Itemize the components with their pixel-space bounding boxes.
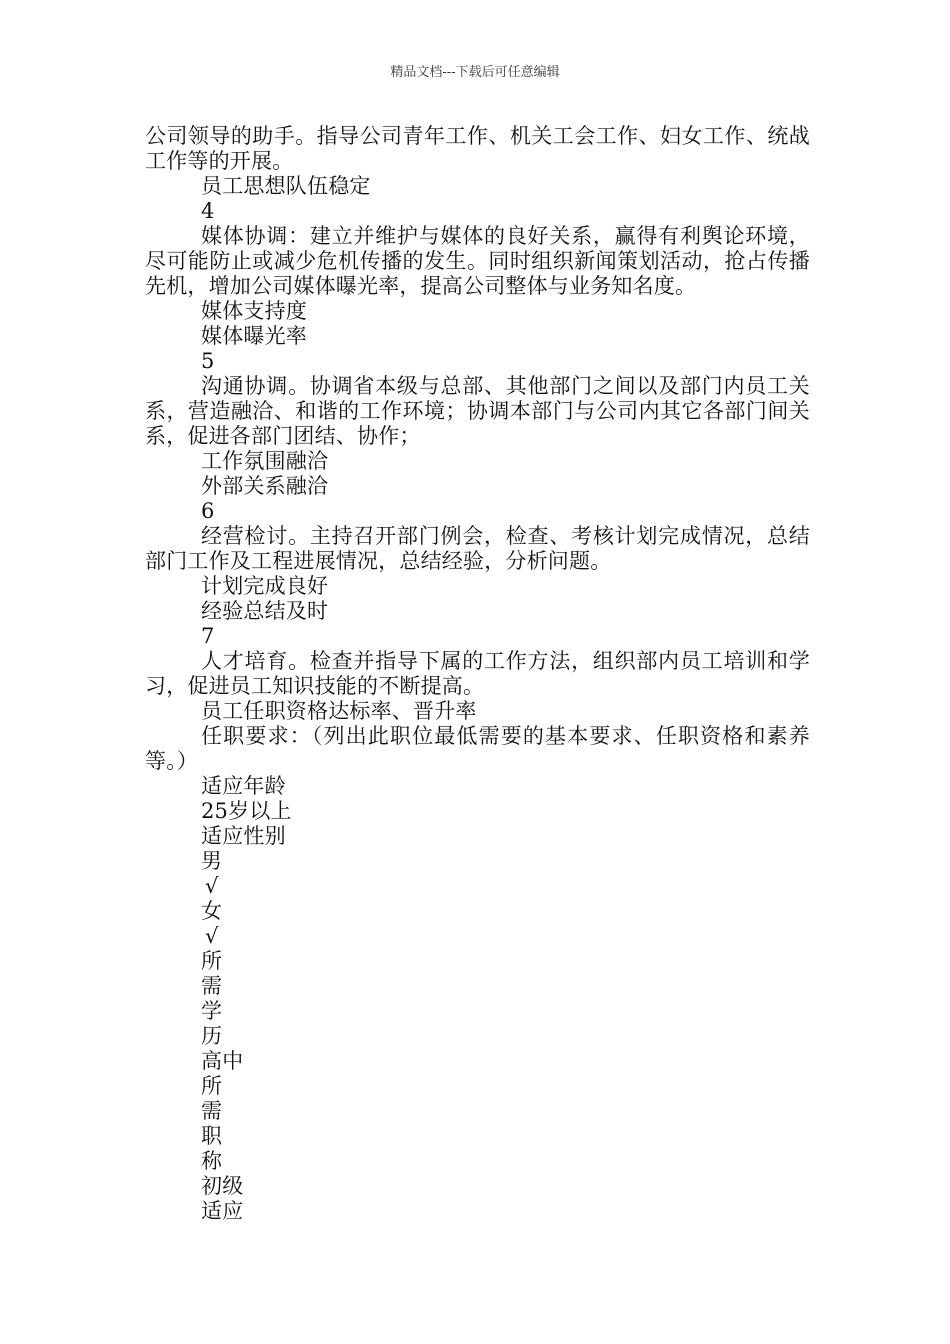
paragraph-operation-review: 经营检讨。主持召开部门例会，检查、考核计划完成情况，总结部门工作及工程进展情况，总结经验，分析问题。 bbox=[145, 524, 810, 573]
page-header: 精品文档---下载后可任意编辑 bbox=[390, 65, 560, 80]
goal-external-relations: 外部关系融洽 bbox=[201, 474, 329, 498]
label-education-char-2: 需 bbox=[201, 974, 223, 998]
value-education: 高中 bbox=[201, 1049, 244, 1073]
label-education-char-4: 历 bbox=[201, 1024, 223, 1048]
goal-media-exposure: 媒体曝光率 bbox=[201, 324, 307, 348]
paragraph-talent-development: 人才培育。检查并指导下属的工作方法，组织部内员工培训和学习，促进员工知识技能的不断提高。 bbox=[145, 649, 810, 698]
item-number-6: 6 bbox=[201, 499, 215, 523]
goal-media-support: 媒体支持度 bbox=[201, 299, 307, 323]
goal-experience-summary: 经验总结及时 bbox=[201, 599, 329, 623]
value-gender-male: 男 bbox=[201, 849, 223, 873]
check-mark-male: √ bbox=[205, 874, 219, 898]
paragraph-media-coordination: 媒体协调：建立并维护与媒体的良好关系，赢得有利舆论环境，尽可能防止或减少危机传播的发生。同时组织新闻策划活动，抢占传播先机，增加公司媒体曝光率，提高公司整体与业务知名度。 bbox=[145, 224, 810, 298]
document-body bbox=[145, 124, 810, 1224]
label-title-char-2: 需 bbox=[201, 1099, 223, 1123]
goal-staff-stability: 员工思想队伍稳定 bbox=[201, 174, 371, 198]
value-gender-female: 女 bbox=[201, 899, 223, 923]
item-number-7: 7 bbox=[201, 624, 215, 648]
item-number-5: 5 bbox=[201, 349, 215, 373]
label-education-char-1: 所 bbox=[201, 949, 223, 973]
paragraph-job-requirements: 任职要求：（列出此职位最低需要的基本要求、任职资格和素养等。） bbox=[145, 724, 810, 773]
goal-work-atmosphere: 工作氛围融洽 bbox=[201, 449, 329, 473]
label-age: 适应年龄 bbox=[201, 774, 286, 798]
label-education-char-3: 学 bbox=[201, 999, 223, 1023]
goal-qualification-rate: 员工任职资格达标率、晋升率 bbox=[201, 699, 477, 723]
label-title-char-4: 称 bbox=[201, 1149, 223, 1173]
goal-plan-completion: 计划完成良好 bbox=[201, 574, 329, 598]
paragraph-communication-coordination: 沟通协调。协调省本级与总部、其他部门之间以及部门内员工关系，营造融洽、和谐的工作环境；协调本部门与公司内其它各部门间关系，促进各部门团结、协作； bbox=[145, 374, 810, 448]
paragraph-leadership-assistant: 公司领导的助手。指导公司青年工作、机关工会工作、妇女工作、统战工作等的开展。 bbox=[145, 124, 810, 173]
label-title-char-1: 所 bbox=[201, 1074, 223, 1098]
item-number-4: 4 bbox=[201, 199, 215, 223]
check-mark-female: √ bbox=[205, 924, 219, 948]
value-age: 25岁以上 bbox=[201, 799, 292, 823]
label-adapt: 适应 bbox=[201, 1199, 244, 1223]
label-title-char-3: 职 bbox=[201, 1124, 223, 1148]
value-title: 初级 bbox=[201, 1174, 244, 1198]
label-gender: 适应性别 bbox=[201, 824, 286, 848]
